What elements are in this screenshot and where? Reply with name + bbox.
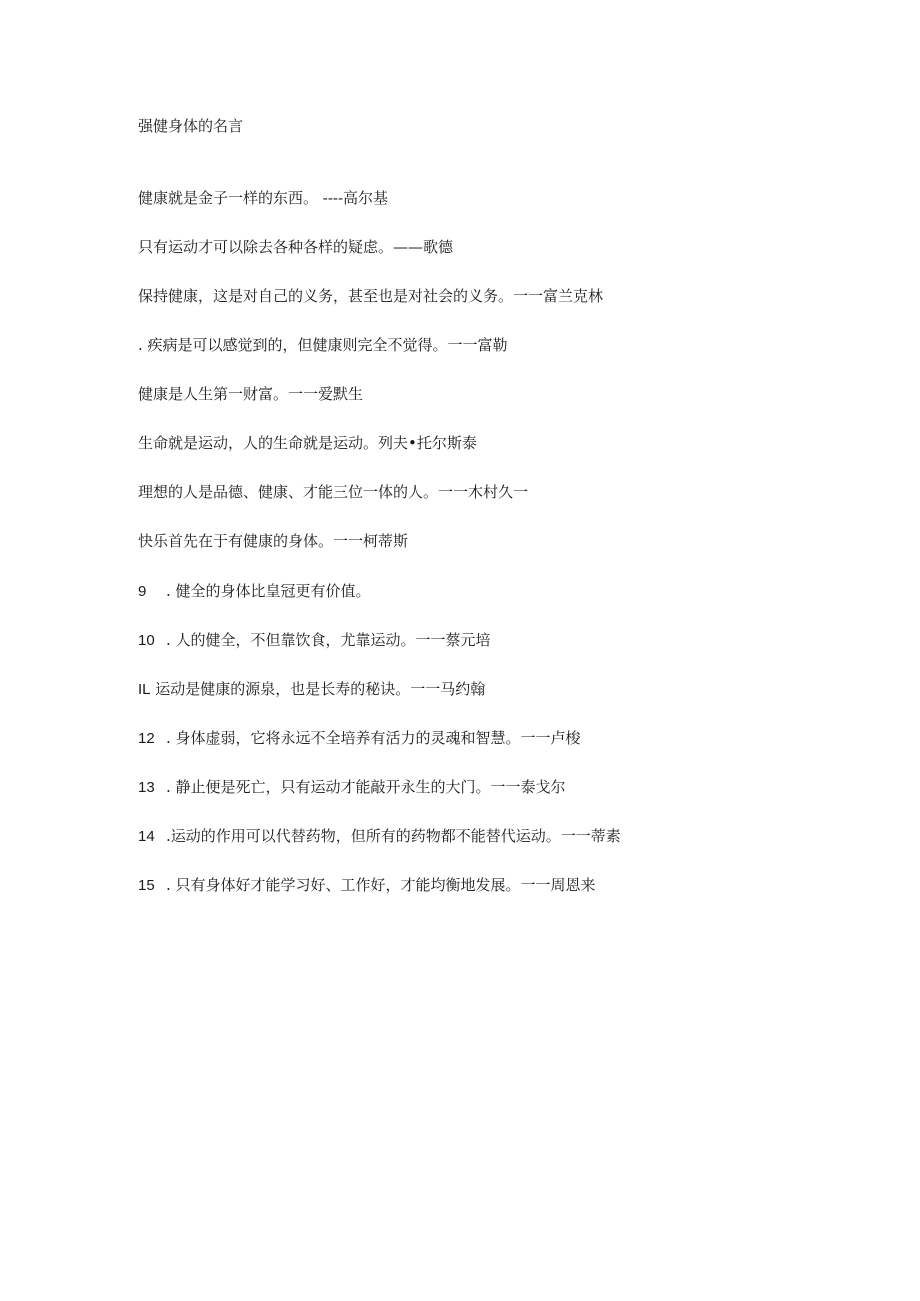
quote-line-10 (138, 630, 491, 651)
quote-number: 15 (138, 877, 155, 894)
quote-number: 9 (138, 583, 147, 600)
quote-text: 理想的人是品德、健康、才能三位一体的人。一一木村久一 (138, 483, 529, 501)
quote-text: .运动的作用可以代替药物，但所有的药物都不能替代运动。一一蒂素 (166, 827, 621, 845)
quote-line-6 (138, 433, 477, 453)
quote-number: 10 (138, 632, 155, 649)
quote-line-11 (138, 679, 485, 700)
quote-number: 14 (138, 828, 155, 845)
quote-line-2 (138, 237, 453, 257)
quote-line-8 (138, 531, 408, 551)
quote-number: 12 (138, 730, 155, 747)
quote-line-9 (138, 581, 371, 602)
quote-number: 13 (138, 779, 155, 796)
quote-text: . 健全的身体比皇冠更有价值。 (166, 582, 371, 600)
quote-line-7 (138, 482, 528, 502)
quote-number: IL (138, 681, 151, 698)
quote-line-5 (138, 384, 363, 404)
quote-line-3 (138, 286, 603, 306)
quote-text: . 疾病是可以感觉到的，但健康则完全不觉得。一一富勒 (138, 336, 508, 354)
quote-line-1 (138, 188, 388, 208)
page-title: 强健身体的名言 (138, 117, 244, 135)
quote-text: 运动是健康的源泉，也是长寿的秘诀。一一马约翰 (155, 680, 486, 698)
quote-text: . 只有身体好才能学习好、工作好，才能均衡地发展。一一周恩来 (166, 876, 596, 894)
quote-text: 生命就是运动，人的生命就是运动。列夫•托尔斯泰 (138, 434, 477, 452)
quote-text: . 人的健全，不但靠饮食，尤靠运动。一一蔡元培 (166, 631, 491, 649)
quote-text: 保持健康，这是对自己的义务，甚至也是对社会的义务。一一富兰克林 (138, 287, 604, 305)
quote-text: . 静止便是死亡，只有运动才能敲开永生的大门。一一泰戈尔 (166, 778, 566, 796)
quote-line-4 (138, 335, 508, 355)
quote-text: 健康就是金子一样的东西。 ----高尔基 (138, 189, 389, 207)
quote-line-12 (138, 728, 581, 749)
quote-line-15 (138, 875, 596, 896)
quote-text: . 身体虚弱，它将永远不全培养有活力的灵魂和智慧。一一卢梭 (166, 729, 581, 747)
quote-text: 快乐首先在于有健康的身体。一一柯蒂斯 (138, 532, 409, 550)
quote-line-14 (138, 826, 621, 847)
quote-text: 健康是人生第一财富。一一爱默生 (138, 385, 364, 403)
quote-text: 只有运动才可以除去各种各样的疑虑。——歌德 (138, 238, 454, 256)
quote-line-13 (138, 777, 566, 798)
